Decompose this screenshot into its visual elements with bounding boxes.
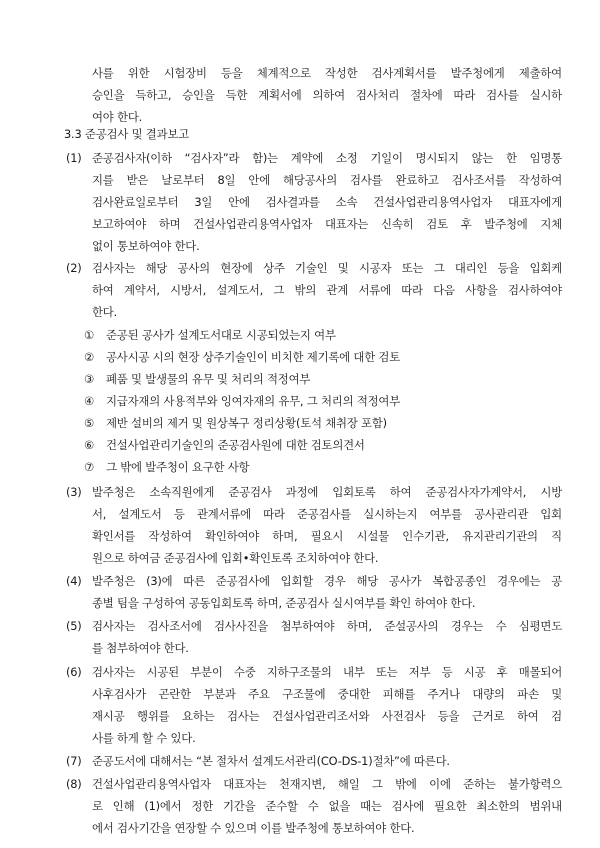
sub-item bbox=[84, 324, 336, 346]
item-line: 사후검사가 곤란한 부분과 주요 구조물에 중대한 피해를 주거나 대량의 파손 및 bbox=[92, 687, 562, 701]
item-line: 확인서를 작성하여 확인하여야 하며, 필요시 시설물 인수기관, 유지관리기관의 직 bbox=[92, 529, 562, 543]
item-line: 지를 받은 날로부터 8일 안에 해당공사의 검사를 완료하고 검사조서를 작성하여 bbox=[92, 173, 562, 187]
item-body bbox=[92, 570, 562, 614]
item-number: (1) bbox=[66, 151, 82, 165]
item-line: 없이 통보하여야 한다. bbox=[92, 239, 200, 253]
item-line: 검사완료일로부터 3일 안에 검사결과를 소속 건설사업관리용역사업자 대표자에게 bbox=[92, 195, 562, 209]
sub-item-marker: ⑤ bbox=[84, 416, 95, 430]
item-line: 건설사업관리용역사업자 대표자는 천재지변, 해일 그 밖에 이에 준하는 불가항력으 bbox=[92, 777, 562, 791]
sub-item-text: 준공된 공사가 설계도서대로 시공되었는지 여부 bbox=[106, 328, 336, 342]
item-line: 보고하여야 하며 건설사업관리용역사업자 대표자는 신속히 검토 후 발주청에 지체 bbox=[92, 217, 562, 231]
item-body bbox=[92, 257, 562, 323]
intro-paragraph bbox=[92, 62, 562, 128]
sub-item bbox=[84, 368, 310, 390]
item-number: (4) bbox=[66, 574, 82, 588]
item-body bbox=[92, 615, 562, 659]
sub-item bbox=[84, 390, 400, 412]
intro-line: 승인을 득하고, 승인을 득한 계획서에 의하여 검사처리 절차에 따라 검사를 실시하 bbox=[92, 88, 562, 102]
sub-item-marker: ⑥ bbox=[84, 438, 95, 452]
section-heading: 3.3 준공검사 및 결과보고 bbox=[64, 127, 190, 141]
sub-item bbox=[84, 346, 400, 368]
item-number: (3) bbox=[66, 485, 82, 499]
item-line: 서, 설계도서 등 관계서류에 따라 준공검사를 실시하는지 여부를 공사관리관 입회 bbox=[92, 507, 562, 521]
sub-item bbox=[84, 434, 365, 456]
item-line: 발주청은 소속직원에게 준공검사 과정에 입회토록 하여 준공검사자가계약서, 시방 bbox=[92, 485, 562, 499]
intro-line: 여야 한다. bbox=[92, 110, 143, 124]
item-line: 로 인해 (1)에서 정한 기간을 준수할 수 없을 때는 검사에 필요한 최소한의 범위내 bbox=[92, 799, 562, 813]
item-number: (8) bbox=[66, 777, 82, 791]
item-line: 재시공 행위를 요하는 검사는 건설사업관리조서와 사전검사 등을 근거로 하여 검 bbox=[92, 709, 562, 723]
item-number: (6) bbox=[66, 665, 82, 679]
sub-item-marker: ⑦ bbox=[84, 460, 95, 474]
item-number: (7) bbox=[66, 754, 82, 768]
sub-item-text: 건설사업관리기술인의 준공검사원에 대한 검토의견서 bbox=[106, 438, 365, 452]
sub-item-marker: ① bbox=[84, 328, 95, 342]
item-line: 하여 계약서, 시방서, 설계도서, 그 밖의 관계 서류에 따라 다음 사항을 검사하여야 bbox=[92, 283, 562, 297]
item-line: 종별 팀을 구성하여 공동입회토록 하며, 준공검사 실시여부를 확인 하여야 한다. bbox=[92, 596, 476, 610]
item-body bbox=[92, 773, 562, 839]
sub-item-text: 그 밖에 발주청이 요구한 사항 bbox=[106, 460, 250, 474]
sub-item-text: 공사시공 시의 현장 상주기술인이 비치한 제기록에 대한 검토 bbox=[106, 350, 401, 364]
sub-item-marker: ② bbox=[84, 350, 95, 364]
item-line: 검사자는 해당 공사의 현장에 상주 기술인 및 시공자 또는 그 대리인 등을 입회케 bbox=[92, 261, 562, 275]
item-line: 발주청은 (3)에 따른 준공검사에 입회할 경우 해당 공사가 복합공종인 경우에는 공 bbox=[92, 574, 562, 588]
sub-item-text: 제반 설비의 제거 및 원상복구 정리상황(토석 채취장 포함) bbox=[106, 416, 387, 430]
item-body bbox=[92, 750, 562, 772]
item-number: (2) bbox=[66, 261, 82, 275]
item-body bbox=[92, 147, 562, 257]
sub-item-marker: ③ bbox=[84, 372, 95, 386]
item-line: 검사자는 시공된 부분이 수중 지하구조물의 내부 또는 저부 등 시공 후 매몰되어 bbox=[92, 665, 562, 679]
sub-item bbox=[84, 456, 249, 478]
item-number: (5) bbox=[66, 619, 82, 633]
intro-line: 사를 위한 시험장비 등을 체계적으로 작성한 검사계획서를 발주청에게 제출하여 bbox=[92, 66, 562, 80]
item-body bbox=[92, 481, 562, 569]
item-line: 사를 하게 할 수 있다. bbox=[92, 731, 196, 745]
item-line: 에서 검사기간을 연장할 수 있으며 이를 발주청에 통보하여야 한다. bbox=[92, 821, 415, 835]
sub-item-text: 폐품 및 발생물의 유무 및 처리의 적정여부 bbox=[106, 372, 311, 386]
item-line: 원으로 하여금 준공검사에 입회•확인토록 조치하여야 한다. bbox=[92, 551, 379, 565]
item-line: 한다. bbox=[92, 305, 118, 319]
sub-item-text: 지급자재의 사용적부와 잉여자재의 유무, 그 처리의 적정여부 bbox=[106, 394, 401, 408]
item-line: 를 첨부하여야 한다. bbox=[92, 641, 189, 655]
item-line: 준공도서에 대해서는 “본 절차서 설계도서관리(CO-DS-1)절차”에 따른다. bbox=[92, 754, 450, 768]
item-line: 준공검사자(이하 “검사자”라 함)는 계약에 소정 기일이 명시되지 않는 한 임명통 bbox=[92, 151, 562, 165]
item-body bbox=[92, 661, 562, 749]
sub-item-marker: ④ bbox=[84, 394, 95, 408]
sub-item bbox=[84, 412, 387, 434]
item-line: 검사자는 검사조서에 검사사진을 첨부하여야 하며, 준설공사의 경우는 수 심평면도 bbox=[92, 619, 562, 633]
